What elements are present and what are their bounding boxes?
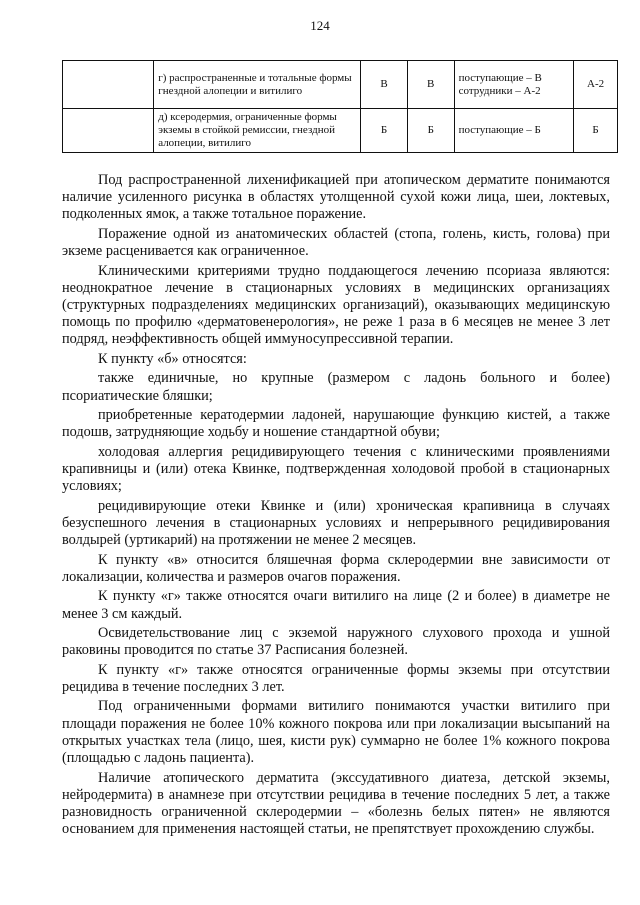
table-cell-category: В — [407, 61, 454, 109]
paragraph: Освидетельствование лиц с экземой наружного слухового прохода и ушной раковины проводится по статье 37 Расписания болезней. — [62, 625, 610, 659]
paragraph: рецидивирующие отеки Квинке и (или) хроническая крапивница в случаях безуспешного лечения в стационарных условиях и непрерывного рецидивирования волдырей (уртикарий) на протяжении не менее 2 месяцев. — [62, 497, 610, 549]
table-cell-category: Б — [574, 109, 618, 153]
paragraph: Под распространенной лихенификацией при атопическом дерматите понимаются наличие усиленного рисунка в областях утолщенной сухой кожи лица, шеи, локтевых, подколенных ямок, а также тотальное поражение. — [62, 172, 610, 223]
paragraph: Под ограниченными формами витилиго понимаются участки витилиго при площади поражения не более 10% кожного покрова или при локализации высыпаний на открытых участках тела (лицо, шея, кисти рук) суммарно не более 1% кожного покрова (площадью с ладонь пациента). — [62, 698, 610, 767]
table-cell-category: Б — [361, 109, 408, 153]
paragraph: также единичные, но крупные (размером с ладонь больного и более) псориатические бляшки; — [62, 370, 610, 404]
requirements-table — [62, 60, 618, 153]
table-cell-condition: г) распространенные и тотальные формы гнездной алопеции и витилиго — [154, 61, 361, 109]
paragraph: К пункту «б» относятся: — [98, 350, 247, 367]
table-row — [63, 109, 618, 153]
paragraph: К пункту «в» относится бляшечная форма склеродермии вне зависимости от локализации, количества и размеров очагов поражения. — [62, 551, 610, 585]
paragraph: К пункту «г» также относятся ограниченные формы экземы при отсутствии рецидива в течение последних 3 лет. — [62, 661, 610, 695]
body-text — [62, 172, 610, 841]
table-cell-blank — [63, 109, 154, 153]
table-cell-category: Б — [407, 109, 454, 153]
table-cell-category-note: поступающие – Б — [454, 109, 574, 153]
page-number: 124 — [310, 18, 330, 33]
paragraph: приобретенные кератодермии ладоней, нарушающие функцию кистей, а также подошв, затрудняющие ходьбу и ношение стандартной обуви; — [62, 407, 610, 441]
table-row — [63, 61, 618, 109]
paragraph: Наличие атопического дерматита (экссудативного диатеза, детской экземы, нейродермита) в анамнезе при отсутствии рецидива в течение последних 5 лет, а также разновидность ограниченной склеродермии – «болезнь белых пятен» не являются основанием для применения настоящей статьи, не препятствует прохождению службы. — [62, 769, 610, 838]
table-cell-category: А-2 — [574, 61, 618, 109]
paragraph: Поражение одной из анатомических областей (стопа, голень, кисть, голова) при экземе расценивается как ограниченное. — [62, 225, 610, 260]
table-cell-category-note: поступающие – В сотрудники – А-2 — [454, 61, 574, 109]
paragraph: холодовая аллергия рецидивирующего течения с клиническими проявлениями крапивницы и (или) отека Квинке, подтвержденная холодовой пробой в стационарных условиях; — [62, 443, 610, 495]
paragraph: К пункту «г» также относятся очаги витилиго на лице (2 и более) в диаметре не менее 3 см каждый. — [62, 588, 610, 622]
table-cell-blank — [63, 61, 154, 109]
paragraph: Клиническими критериями трудно поддающегося лечению псориаза являются: неоднократное лечение в стационарных условиях в медицинских организациях (структурных подразделениях медицинских организаций), оказывающих медицинскую помощь по профилю «дерматовенерология», не реже 1 раза в 6 месяцев не менее 3 лет подряд, неэффективность общей иммуносупрессивной терапии. — [62, 262, 610, 348]
table-cell-condition: д) ксеродермия, ограниченные формы экземы в стойкой ремиссии, гнездной алопеции, витилиго — [154, 109, 361, 153]
table-cell-category: В — [361, 61, 408, 109]
